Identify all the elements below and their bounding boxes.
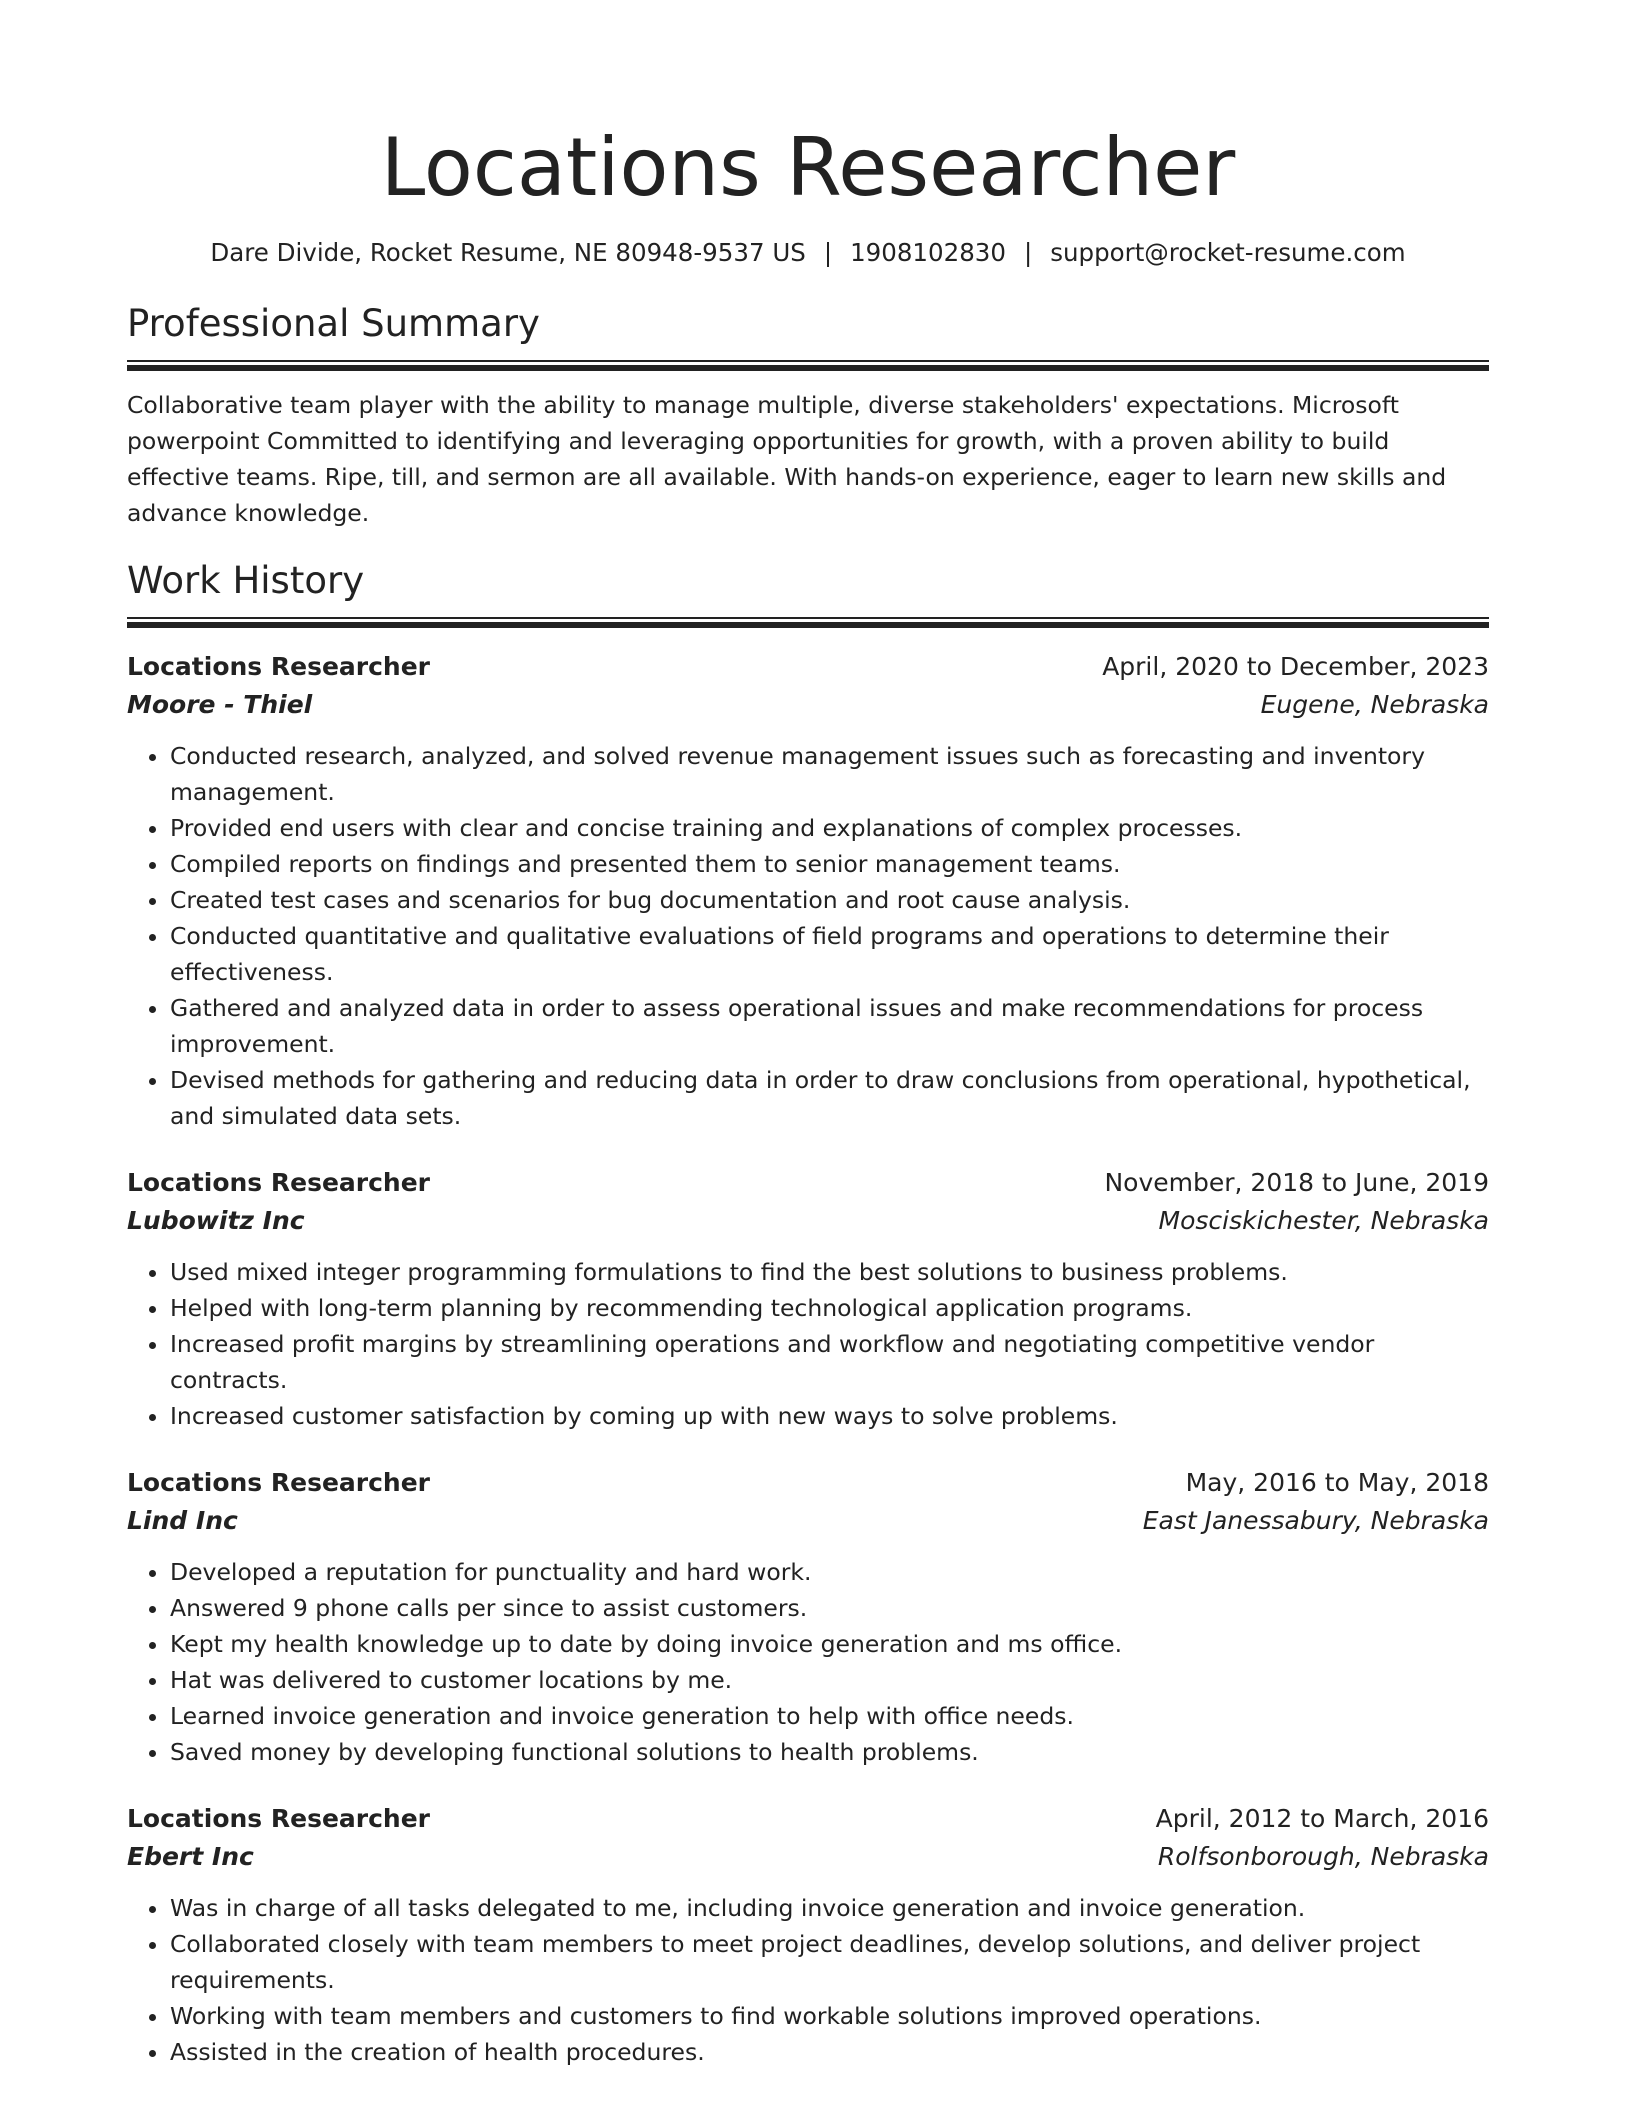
job-bullet-list (127, 1554, 1489, 1770)
job-bullet: • Increased customer satisfaction by coming up with new ways to solve problems. (170, 1398, 1489, 1434)
job-bullet: • Conducted research, analyzed, and solved revenue management issues such as forecasting and inventory management. (170, 738, 1489, 810)
job-employer: Lubowitz Inc (127, 1206, 305, 1235)
job-dates: April, 2020 to December, 2023 (1102, 652, 1489, 681)
summary-heading: Professional Summary (127, 302, 540, 345)
contact-separator: | (1023, 238, 1033, 267)
job-company-row (127, 1202, 1489, 1240)
job-title: Locations Researcher (127, 1468, 431, 1497)
job-bullet: • Helped with long-term planning by recommending technological application programs. (170, 1290, 1489, 1326)
job-bullet: • Learned invoice generation and invoice generation to help with office needs. (170, 1698, 1489, 1734)
section-divider (127, 617, 1489, 628)
job-header-row (127, 648, 1489, 686)
job-employer: Moore - Thiel (127, 690, 313, 719)
job-bullet: • Gathered and analyzed data in order to assess operational issues and make recommendations for process improvement. (170, 990, 1489, 1062)
job-entry (127, 1164, 1489, 1434)
contact-line (127, 236, 1489, 270)
resume-name: Locations Researcher (380, 121, 1236, 214)
job-bullet-list (127, 738, 1489, 1134)
job-company-row (127, 1838, 1489, 1876)
job-bullet: • Used mixed integer programming formulations to find the best solutions to business problems. (170, 1254, 1489, 1290)
job-bullet: • Saved money by developing functional solutions to health problems. (170, 1734, 1489, 1770)
job-dates: April, 2012 to March, 2016 (1155, 1804, 1489, 1833)
job-title: Locations Researcher (127, 1804, 431, 1833)
job-location: Mosciskichester, Nebraska (1158, 1206, 1489, 1235)
job-bullet: • Conducted quantitative and qualitative evaluations of field programs and operations to determine their effectiveness. (170, 918, 1489, 990)
section-divider (127, 360, 1489, 371)
job-bullet: • Hat was delivered to customer locations by me. (170, 1662, 1489, 1698)
job-entry (127, 1800, 1489, 2070)
job-bullet: • Assisted in the creation of health procedures. (170, 2034, 1489, 2070)
contact-phone: 1908102830 (850, 238, 1006, 267)
job-header-row (127, 1800, 1489, 1838)
job-title: Locations Researcher (127, 1168, 431, 1197)
job-company-row (127, 686, 1489, 724)
job-entry (127, 1464, 1489, 1770)
job-company-row (127, 1502, 1489, 1540)
job-bullet: • Kept my health knowledge up to date by doing invoice generation and ms office. (170, 1626, 1489, 1662)
job-bullet-list (127, 1254, 1489, 1434)
job-header-row (127, 1464, 1489, 1502)
job-bullet: • Was in charge of all tasks delegated to me, including invoice generation and invoice generation. (170, 1890, 1489, 1926)
job-location: Rolfsonborough, Nebraska (1157, 1842, 1489, 1871)
contact-address: Dare Divide, Rocket Resume, NE 80948-9537 US (210, 238, 806, 267)
work-history-list (127, 648, 1489, 2070)
job-bullet: • Working with team members and customers to find workable solutions improved operations. (170, 1998, 1489, 2034)
job-bullet: • Answered 9 phone calls per since to assist customers. (170, 1590, 1489, 1626)
job-location: East Janessabury, Nebraska (1142, 1506, 1489, 1535)
job-bullet: • Collaborated closely with team members to meet project deadlines, develop solutions, and deliver project requirements. (170, 1926, 1489, 1998)
contact-email: support@rocket-resume.com (1050, 238, 1406, 267)
job-employer: Lind Inc (127, 1506, 238, 1535)
job-dates: November, 2018 to June, 2019 (1104, 1168, 1489, 1197)
resume-page (127, 0, 1489, 2070)
job-title: Locations Researcher (127, 652, 431, 681)
work-history-heading: Work History (127, 559, 365, 602)
job-bullet: • Provided end users with clear and concise training and explanations of complex processes. (170, 810, 1489, 846)
summary-text: Collaborative team player with the ability to manage multiple, diverse stakeholders' expectations. Microsoft powerpoint Committed to identifying and leveraging opportunities for growth, with a proven ability to build effective teams. Ripe, till, and sermon are all available. With hands-on experience, eager to learn new skills and advance knowledge. (127, 391, 1447, 527)
job-bullet: • Compiled reports on findings and presented them to senior management teams. (170, 846, 1489, 882)
job-bullet: • Created test cases and scenarios for bug documentation and root cause analysis. (170, 882, 1489, 918)
job-bullet: • Increased profit margins by streamlining operations and workflow and negotiating competitive vendor contracts. (170, 1326, 1489, 1398)
job-location: Eugene, Nebraska (1260, 690, 1489, 719)
job-dates: May, 2016 to May, 2018 (1185, 1468, 1489, 1497)
contact-separator: | (823, 238, 833, 267)
job-header-row (127, 1164, 1489, 1202)
job-bullet: • Devised methods for gathering and reducing data in order to draw conclusions from operational, hypothetical, and simulated data sets. (170, 1062, 1489, 1134)
job-entry (127, 648, 1489, 1134)
job-employer: Ebert Inc (127, 1842, 254, 1871)
job-bullet: • Developed a reputation for punctuality and hard work. (170, 1554, 1489, 1590)
job-bullet-list (127, 1890, 1489, 2070)
